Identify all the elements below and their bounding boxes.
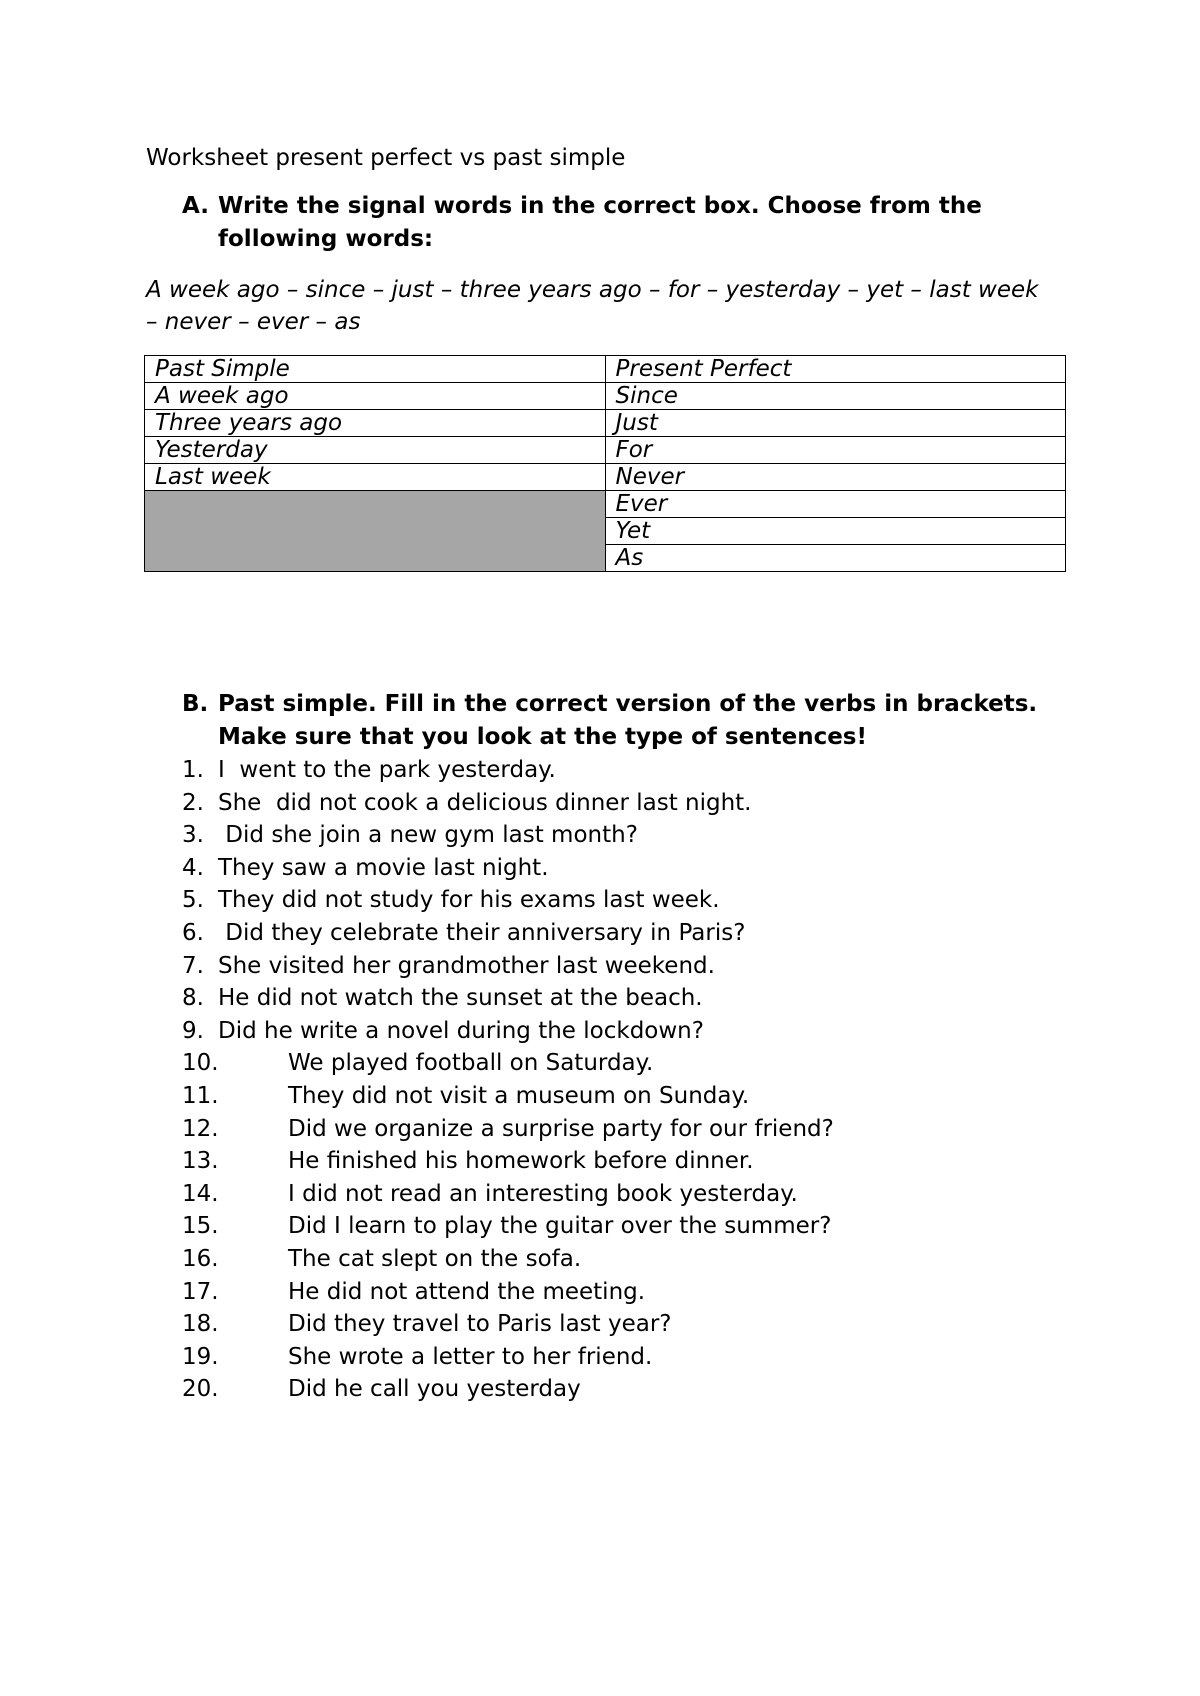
table-row: [145, 464, 1066, 491]
list-item: [182, 1210, 1082, 1243]
document-title: Worksheet present perfect vs past simple: [146, 145, 626, 171]
list-item-number: 10.: [182, 1050, 219, 1077]
list-item-sentence: He finished his homework before dinner.: [288, 1148, 754, 1175]
table-header-row: [145, 356, 1066, 383]
past-simple-cell: A week ago: [145, 383, 606, 410]
section-b-marker: B.: [182, 691, 209, 717]
list-item: [182, 852, 1082, 885]
list-item-sentence: Did I learn to play the guitar over the summer?: [288, 1213, 832, 1240]
list-item-sentence: He did not watch the sunset at the beach.: [218, 985, 703, 1012]
shaded-empty-cell: [145, 491, 606, 572]
section-b-instruction: Past simple. Fill in the correct version of the verbs in brackets. Make sure that you look at the type of sentences!: [218, 691, 1038, 750]
list-item-sentence: Did they travel to Paris last year?: [288, 1311, 672, 1338]
list-item: [182, 1178, 1082, 1211]
list-item-number: 19.: [182, 1343, 219, 1370]
present-perfect-cell: For: [605, 437, 1066, 464]
list-item-number: 12.: [182, 1115, 219, 1142]
list-item-number: 11.: [182, 1082, 219, 1109]
present-perfect-cell: As: [605, 545, 1066, 572]
section-b-heading: [182, 688, 1062, 754]
list-item: [182, 1015, 1082, 1048]
list-item-number: 16.: [182, 1245, 219, 1272]
list-item-sentence: Did we organize a surprise party for our friend?: [288, 1115, 834, 1142]
present-perfect-cell: Ever: [605, 491, 1066, 518]
table-row: [145, 383, 1066, 410]
list-item-sentence: Did he call you yesterday: [288, 1376, 581, 1403]
past-simple-cell: Last week: [145, 464, 606, 491]
list-item-sentence: Did she join a new gym last month?: [218, 822, 638, 849]
header-present-perfect: Present Perfect: [605, 356, 1066, 383]
list-item-number: 7.: [182, 952, 204, 979]
list-item-number: 1.: [182, 757, 204, 783]
list-item: [182, 1047, 1082, 1080]
table-row: [145, 437, 1066, 464]
signal-words-table: [144, 355, 1066, 572]
sentence-list: [182, 754, 1082, 1406]
list-item-sentence: Did he write a novel during the lockdown?: [218, 1017, 704, 1044]
list-item-number: 20.: [182, 1376, 219, 1403]
list-item-sentence: She did not cook a delicious dinner last night.: [218, 789, 752, 816]
section-a-marker: A.: [182, 193, 209, 219]
list-item: [182, 1341, 1082, 1374]
list-item-sentence: They did not visit a museum on Sunday.: [288, 1082, 750, 1109]
table-row: [145, 491, 1066, 518]
list-item-number: 9.: [182, 1017, 204, 1044]
table-row: [145, 410, 1066, 437]
present-perfect-cell: Just: [605, 410, 1066, 437]
section-a-instruction: Write the signal words in the correct box. Choose from the following words:: [218, 193, 982, 252]
header-past-simple: Past Simple: [145, 356, 606, 383]
list-item: [182, 1276, 1082, 1309]
list-item-sentence: He did not attend the meeting.: [288, 1278, 646, 1305]
list-item: [182, 982, 1082, 1015]
list-item: [182, 884, 1082, 917]
list-item-sentence: She visited her grandmother last weekend.: [218, 952, 715, 979]
list-item-number: 3.: [182, 822, 204, 849]
list-item-number: 17.: [182, 1278, 219, 1305]
past-simple-cell: Three years ago: [145, 410, 606, 437]
present-perfect-cell: Never: [605, 464, 1066, 491]
list-item-sentence: I went to the park yesterday.: [218, 757, 556, 783]
list-item-sentence: They did not study for his exams last week.: [218, 887, 720, 914]
list-item: [182, 1080, 1082, 1113]
list-item-number: 5.: [182, 887, 204, 914]
list-item: [182, 950, 1082, 983]
list-item-number: 14.: [182, 1180, 219, 1207]
past-simple-cell: Yesterday: [145, 437, 606, 464]
list-item: [182, 787, 1082, 820]
present-perfect-cell: Yet: [605, 518, 1066, 545]
list-item-sentence: She wrote a letter to her friend.: [288, 1343, 653, 1370]
list-item: [182, 754, 1082, 787]
section-a-heading: [182, 190, 1062, 256]
list-item-number: 18.: [182, 1311, 219, 1338]
list-item-sentence: The cat slept on the sofa.: [288, 1245, 582, 1272]
list-item-sentence: They saw a movie last night.: [218, 854, 549, 881]
word-bank: A week ago – since – just – three years ago – for – yesterday – yet – last week – never – ever – as: [146, 277, 1039, 335]
list-item-number: 13.: [182, 1148, 219, 1175]
list-item-number: 6.: [182, 919, 204, 946]
list-item-sentence: We played football on Saturday.: [288, 1050, 654, 1077]
list-item: [182, 1145, 1082, 1178]
list-item-number: 4.: [182, 854, 204, 881]
list-item: [182, 1373, 1082, 1406]
list-item: [182, 1243, 1082, 1276]
list-item-number: 15.: [182, 1213, 219, 1240]
list-item-sentence: Did they celebrate their anniversary in Paris?: [218, 919, 746, 946]
list-item: [182, 917, 1082, 950]
list-item: [182, 1113, 1082, 1146]
list-item-number: 8.: [182, 985, 204, 1012]
list-item-sentence: I did not read an interesting book yesterday.: [288, 1180, 798, 1207]
list-item-number: 2.: [182, 789, 204, 816]
list-item: [182, 1308, 1082, 1341]
present-perfect-cell: Since: [605, 383, 1066, 410]
list-item: [182, 819, 1082, 852]
